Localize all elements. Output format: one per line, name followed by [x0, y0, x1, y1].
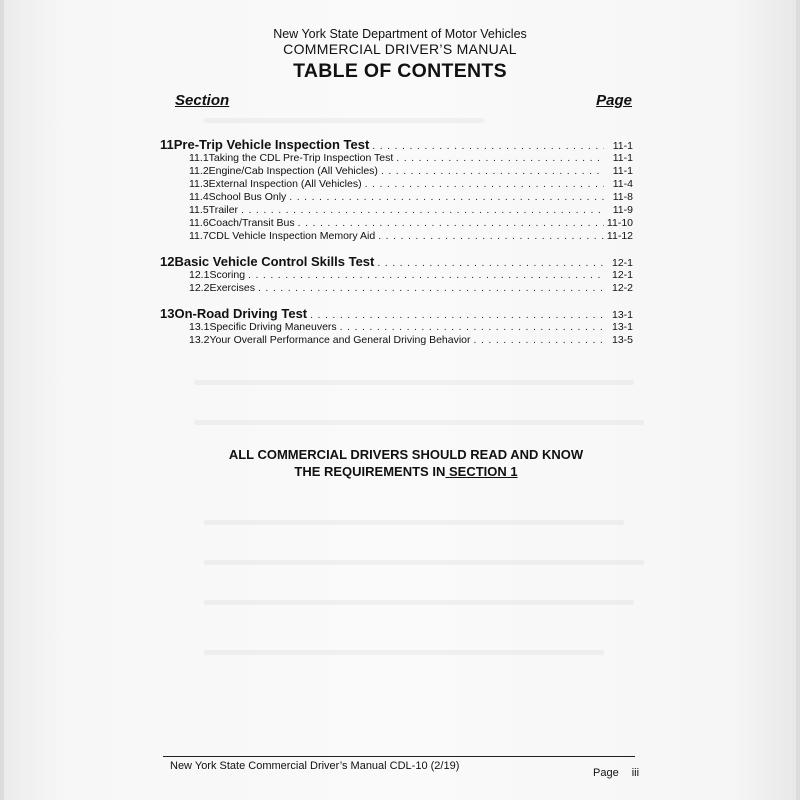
subsection-number: 13.2: [189, 334, 210, 346]
dot-leader: [289, 191, 604, 203]
page-number: 12-1: [611, 257, 633, 269]
footer-page: [593, 767, 639, 779]
dot-leader: [378, 230, 604, 242]
toc-main-entry[interactable]: [160, 254, 633, 269]
toc-main-entry[interactable]: [160, 306, 633, 321]
subsection-title: Trailer: [208, 204, 239, 216]
page-number: 12-2: [611, 282, 633, 294]
subsection-title: Scoring: [209, 269, 246, 281]
page-number: 13-1: [611, 321, 633, 333]
toc-sub-entry[interactable]: [160, 321, 633, 334]
toc-main-entry[interactable]: [160, 137, 633, 152]
show-through: [204, 118, 484, 123]
toc-section-11: [160, 137, 633, 243]
toc-sub-entry[interactable]: [160, 217, 633, 230]
toc-section-13: [160, 306, 633, 347]
toc-section-12: [160, 254, 633, 295]
subsection-number: 13.1: [189, 321, 210, 333]
subsection-number: 11.7: [189, 230, 209, 242]
subsection-number: 11.5: [189, 204, 209, 216]
subsection-number: 11.3: [189, 178, 209, 190]
page-number: 12-1: [611, 269, 633, 281]
show-through: [194, 420, 644, 425]
section-1-link[interactable]: SECTION 1: [445, 464, 518, 479]
toc-sub-entry[interactable]: [160, 269, 633, 282]
section-number: 13: [160, 306, 175, 321]
subsection-title: Engine/Cab Inspection (All Vehicles): [208, 165, 378, 177]
dot-leader: [381, 165, 604, 177]
section-number: 11: [160, 137, 174, 152]
page-title: TABLE OF CONTENTS: [293, 60, 507, 82]
dot-leader: [248, 269, 604, 281]
footer-manual-id: New York State Commercial Driver’s Manual CDL-10 (2/19): [170, 760, 460, 772]
toc-sub-entry[interactable]: [160, 204, 633, 217]
footer-rule: [163, 756, 635, 757]
dot-leader: [396, 152, 604, 164]
dot-leader: [365, 178, 604, 190]
page-number: 11-9: [612, 204, 633, 216]
toc-sub-entry[interactable]: [160, 178, 633, 191]
subsection-number: 12.2: [189, 282, 210, 294]
subsection-title: School Bus Only: [208, 191, 287, 203]
dot-leader: [372, 140, 604, 152]
show-through: [204, 600, 634, 605]
subsection-number: 12.1: [189, 269, 210, 281]
section-title: On-Road Driving Test: [174, 306, 308, 321]
subsection-title: Coach/Transit Bus: [208, 217, 295, 229]
subsection-title: Specific Driving Maneuvers: [209, 321, 337, 333]
toc-sub-entry[interactable]: [160, 191, 633, 204]
toc-sub-entry[interactable]: [160, 334, 633, 347]
manual-title: COMMERCIAL DRIVER’S MANUAL: [283, 41, 517, 57]
page-column-heading: Page: [596, 92, 632, 109]
page-number: 11-8: [612, 191, 633, 203]
subsection-number: 11.6: [189, 217, 209, 229]
page-number: 11-12: [606, 230, 633, 242]
subsection-title: External Inspection (All Vehicles): [208, 178, 362, 190]
page-number: 11-1: [612, 152, 633, 164]
page-number: 13-5: [611, 334, 633, 346]
subsection-title: CDL Vehicle Inspection Memory Aid: [208, 230, 376, 242]
dot-leader: [258, 282, 604, 294]
dot-leader: [298, 217, 604, 229]
toc-sub-entry[interactable]: [160, 165, 633, 178]
section-title: Basic Vehicle Control Skills Test: [174, 254, 375, 269]
page-number: 13-1: [611, 309, 633, 321]
notice-line-1: ALL COMMERCIAL DRIVERS SHOULD READ AND KNOW: [228, 447, 584, 462]
subsection-title: Your Overall Performance and General Driving Behavior: [209, 334, 471, 346]
dot-leader: [377, 257, 604, 269]
section-number: 12: [160, 254, 175, 269]
show-through: [204, 560, 644, 565]
toc-sub-entry[interactable]: [160, 282, 633, 295]
subsection-number: 11.4: [189, 191, 209, 203]
show-through: [204, 650, 604, 655]
section-title: Pre-Trip Vehicle Inspection Test: [173, 137, 370, 152]
page-number: 11-1: [612, 140, 633, 152]
dot-leader: [340, 321, 604, 333]
notice-text: THE REQUIREMENTS IN: [294, 464, 446, 479]
show-through: [204, 520, 624, 525]
dot-leader: [474, 334, 604, 346]
toc-sub-entry[interactable]: [160, 230, 633, 243]
dot-leader: [241, 204, 604, 216]
show-through: [194, 380, 634, 385]
notice-line-2: [0, 464, 800, 479]
page-number: 11-10: [606, 217, 633, 229]
subsection-title: Taking the CDL Pre-Trip Inspection Test: [208, 152, 394, 164]
subsection-title: Exercises: [209, 282, 255, 294]
manual-page: [4, 0, 796, 800]
toc-sub-entry[interactable]: [160, 152, 633, 165]
subsection-number: 11.1: [189, 152, 209, 164]
department-heading: New York State Department of Motor Vehicles: [273, 27, 527, 41]
dot-leader: [310, 309, 604, 321]
page-number: 11-1: [612, 165, 633, 177]
section-column-heading: Section: [175, 92, 230, 109]
page-number: 11-4: [612, 178, 633, 190]
subsection-number: 11.2: [189, 165, 209, 177]
page-number-roman: iii: [631, 767, 640, 779]
page-label: Page: [593, 767, 619, 779]
